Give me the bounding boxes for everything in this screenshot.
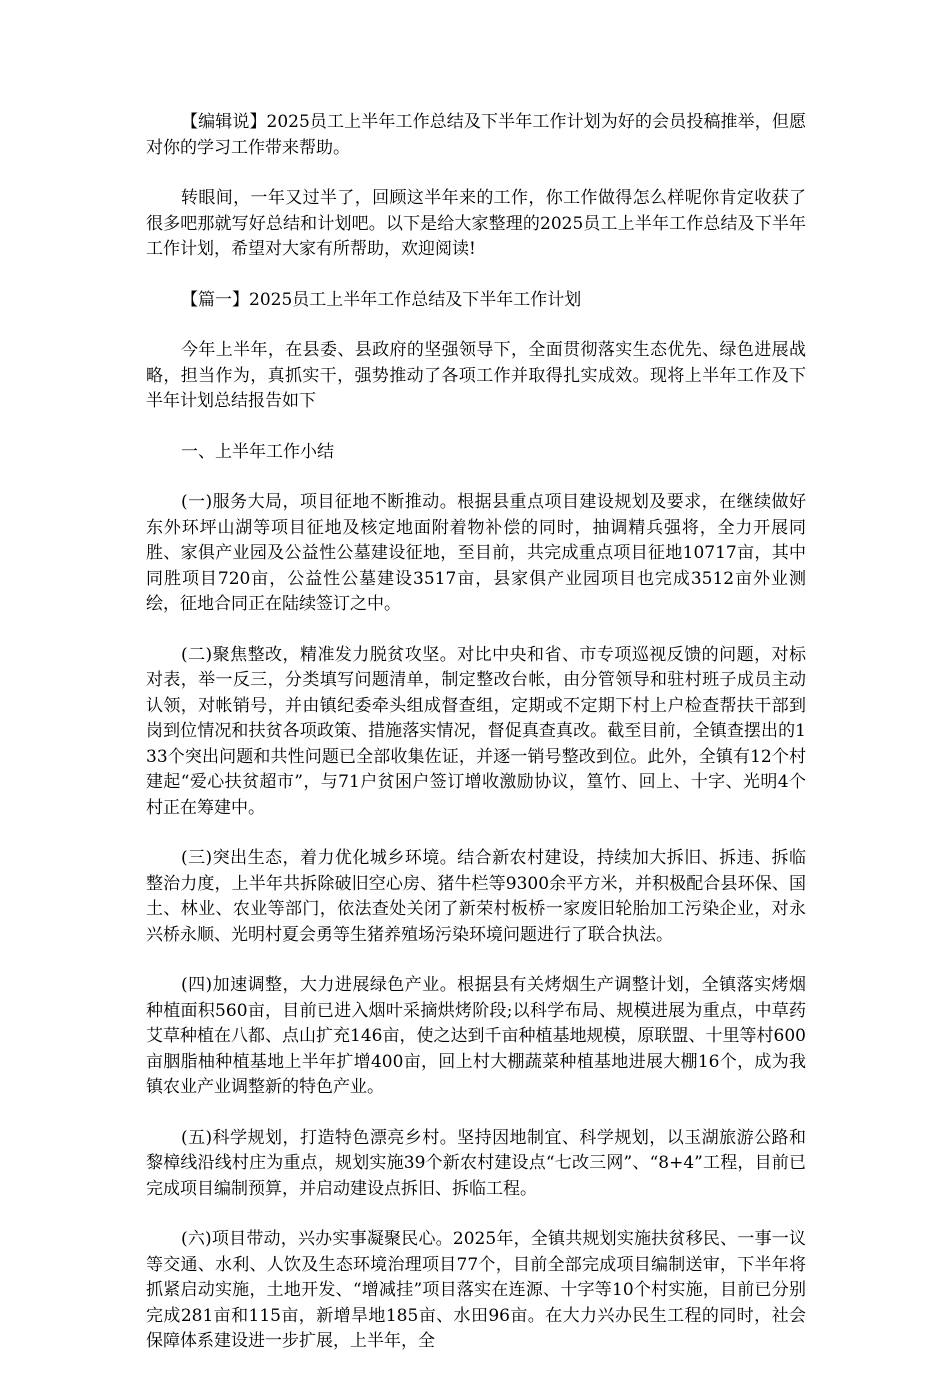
editor-note-paragraph: 【编辑说】2025员工上半年工作总结及下半年工作计划为好的会员投稿推举，但愿对你的学习工作带来帮助。	[146, 112, 806, 158]
section-title: 【篇一】2025员工上半年工作总结及下半年工作计划	[181, 289, 582, 310]
body-paragraph-1: (一)服务大局，项目征地不断推动。根据县重点项目建设规划及要求，在继续做好东外环坪山湖等项目征地及核定地面附着物补偿的同时，抽调精兵强将，全力开展同胜、家俱产业园及公益性公墓建设征地，至目前，共完成重点项目征地10717亩，其中同胜项目720亩，公益性公墓建设3517亩，县家俱产业园项目也完成3512亩外业测绘，征地合同正在陆续签订之中。	[146, 492, 806, 614]
body-paragraph-6: (六)项目带动，兴办实事凝聚民心。2025年，全镇共规划实施扶贫移民、一事一议等交通、水利、人饮及生态环境治理项目77个，目前全部完成项目编制送审，下半年将抓紧启动实施，土地开发、“增减挂”项目落实在连源、十字等10个村实施，目前已分别完成281亩和115亩，新增旱地185亩、水田96亩。在大力兴办民生工程的同时，社会保障体系建设进一步扩展，上半年，全	[146, 1229, 806, 1351]
heading-first-half-summary: 一、上半年工作小结	[181, 441, 334, 462]
opening-paragraph: 今年上半年，在县委、县政府的坚强领导下，全面贯彻落实生态优先、绿色进展战略，担当作为，真抓实干，强势推动了各项工作并取得扎实成效。现将上半年工作及下半年计划总结报告如下	[146, 340, 806, 411]
document-body	[146, 110, 806, 1380]
body-paragraph-4: (四)加速调整，大力进展绿色产业。根据县有关烤烟生产调整计划，全镇落实烤烟种植面积560亩，目前已进入烟叶采摘烘烤阶段;以科学布局、规模进展为重点，中草药艾草种植在八都、点山扩充146亩，使之达到千亩种植基地规模，原联盟、十里等村600亩胭脂柚种植基地上半年扩增400亩，回上村大棚蔬菜种植基地进展大棚16个，成为我镇农业产业调整新的特色产业。	[146, 975, 806, 1097]
body-paragraph-5: (五)科学规划，打造特色漂亮乡村。坚持因地制宜、科学规划，以玉湖旅游公路和黎樟线沿线村庄为重点，规划实施39个新农村建设点“七改三网”、“8+4”工程，目前已完成项目编制预算，并启动建设点拆旧、拆临工程。	[146, 1127, 806, 1199]
intro-paragraph: 转眼间，一年又过半了，回顾这半年来的工作，你工作做得怎么样呢你肯定收获了很多吧那就写好总结和计划吧。以下是给大家整理的2025员工上半年工作总结及下半年工作计划，希望对大家有所帮助，欢迎阅读!	[146, 188, 806, 259]
body-paragraph-3: (三)突出生态，着力优化城乡环境。结合新农村建设，持续加大拆旧、拆违、拆临整治力度，上半年共拆除破旧空心房、猪牛栏等9300余平方米，并积极配合县环保、国土、林业、农业等部门，依法查处关闭了新荣村板桥一家废旧轮胎加工污染企业，对永兴桥永顺、光明村夏会勇等生猪养殖场污染环境问题进行了联合执法。	[146, 848, 806, 945]
body-paragraph-2: (二)聚焦整改，精准发力脱贫攻坚。对比中央和省、市专项巡视反馈的问题，对标对表，举一反三，分类填写问题清单，制定整改台帐，由分管领导和驻村班子成员主动认领，对帐销号，并由镇纪委牵头组成督查组，定期或不定期下村上户检查帮扶干部到岗到位情况和扶贫各项政策、措施落实情况，督促真查真改。截至目前，全镇查摆出的133个突出问题和共性问题已全部收集佐证，并逐一销号整改到位。此外，全镇有12个村建起“爱心扶贫超市”，与71户贫困户签订增收激励协议，篁竹、回上、十字、光明4个村正在筹建中。	[146, 644, 806, 818]
